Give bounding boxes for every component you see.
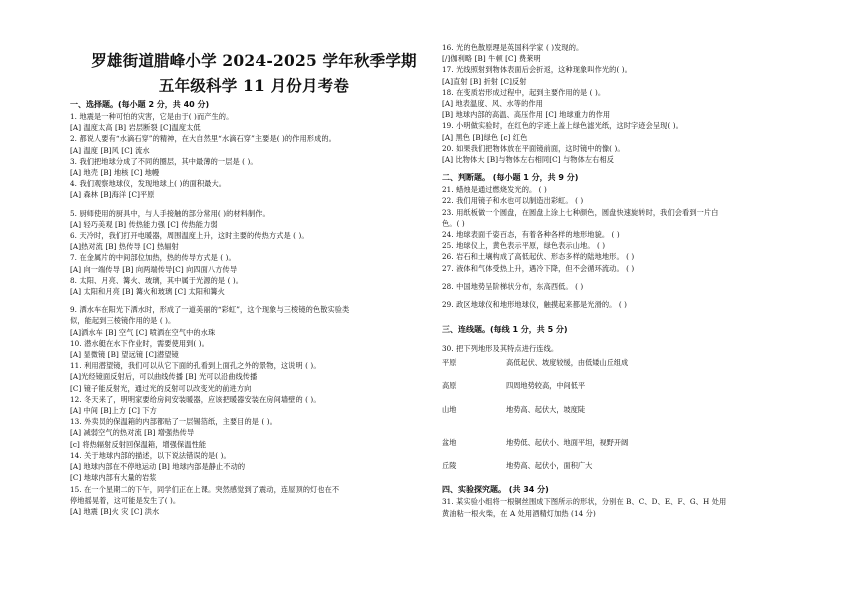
question-line: 23. 用纸板做一个圆盘，在圆盘上涂上七种颜色，圆盘快速旋转时，我们会看到一片白 bbox=[442, 207, 719, 217]
right-column bbox=[442, 42, 832, 519]
question-line: 10. 潜水艇在水下作业时，需要使用到( )。 bbox=[70, 338, 209, 348]
question-line: [A] 地球内部在不停地运动 [B] 地球内部是静止不动的 bbox=[70, 462, 246, 472]
question-line: 似，能起到三棱镜作用的是 ( )。 bbox=[70, 316, 176, 326]
exam-title-line1: 罗雄街道腊峰小学 2024-2025 学年秋季学期 bbox=[91, 51, 417, 70]
question-line: [A] 太阳和月亮 [B] 篝火和玻璃 [C] 太阳和篝火 bbox=[70, 287, 225, 297]
spacer bbox=[442, 317, 832, 324]
question-line: 17. 光线照射到物体表面后会折返，这种现象叫作光的( )。 bbox=[442, 65, 632, 75]
question-line: [A]洒水车 [B] 空气 [C] 喷洒在空气中的水珠 bbox=[70, 327, 216, 337]
question-line: 13. 外卖员的保温箱的内部都贴了一层锡箔纸，主要目的是 ( )。 bbox=[70, 417, 277, 427]
question-line: 18. 在变质岩形成过程中，起到主要作用的是 ( )。 bbox=[442, 87, 606, 97]
spacer bbox=[70, 297, 438, 304]
question-line: [A]热对流 [B] 热传导 [C] 热辐射 bbox=[70, 242, 179, 252]
question-line: [A] 中间 [B]上方 [C] 下方 bbox=[70, 406, 157, 416]
question-line: 28. 中国地势呈阶梯状分布，东高西低。 ( ) bbox=[442, 281, 584, 291]
section-title: 三、连线题。(每线 1 分，共 5 分) bbox=[442, 325, 568, 335]
question-line: [A] 森林 [B]海洋 [C]平原 bbox=[70, 190, 155, 200]
question-line: 8. 太阳、月亮、篝火、玻璃，其中属于光源的是 ( )。 bbox=[70, 275, 244, 285]
landform-feature[interactable]: 地势高、起伏小，面积广大 bbox=[506, 461, 593, 471]
question-line: [A] 减弱空气的热对流 [B] 增强热传导 bbox=[70, 428, 195, 438]
question-line: 21. 蜡烛是通过燃烧发光的。 ( ) bbox=[442, 185, 547, 195]
question-line: [A]光经镜面反射后，可以曲线传播 [B] 光可以沿曲线传播 bbox=[70, 372, 258, 382]
question-line: 14. 关于地球内部的描述，以下说法错误的是( )。 bbox=[70, 450, 231, 460]
question-line: [A] 黑色 [B]绿色 [c] 红色 bbox=[442, 132, 528, 142]
question-line: 27. 液体和气体受热上升，遇冷下降，但不会循环流动。 ( ) bbox=[442, 263, 635, 273]
question-line: [A] 地震 [B]火 灾 [C] 洪水 bbox=[70, 506, 160, 516]
exam-title-line2: 五年级科学 11 月份月考卷 bbox=[158, 76, 350, 95]
spacer bbox=[442, 336, 832, 343]
question-line: 19. 小明做实验时，在红色的字迹上盖上绿色滤光纸，这时字迹会呈现( )。 bbox=[442, 121, 683, 131]
left-column bbox=[70, 0, 438, 517]
question-line: [A] 轻巧美观 [B] 传热能力强 [C] 传热能力弱 bbox=[70, 219, 218, 229]
landform-term[interactable]: 高原 bbox=[442, 381, 457, 391]
question-line: [A]直射 [B] 折射 [C]反射 bbox=[442, 76, 527, 86]
question-line: 26. 岩石和土壤构成了高低起伏、形态多样的陆地地形。 ( ) bbox=[442, 252, 635, 262]
question-line: [A] 温度 [B]风 [C] 流水 bbox=[70, 145, 150, 155]
question-line: 25. 地球仪上，黄色表示平原，绿色表示山地。 ( ) bbox=[442, 241, 606, 251]
question-line: 16. 光的色散原理是英国科学家 ( )发现的。 bbox=[442, 43, 584, 52]
section-title: 一、选择题。(每小题 2 分，共 40 分) bbox=[70, 100, 210, 109]
question-line: 9. 洒水车在阳光下洒水时，形成了一道美丽的“彩虹”，这个现象与三棱镜的色散实验类 bbox=[70, 305, 350, 315]
question-line: 24. 地球表面千姿百态，有着各种各样的地形地貌。 ( ) bbox=[442, 230, 620, 240]
landform-feature[interactable]: 高低起伏、坡度较缓，由低矮山丘组成 bbox=[506, 358, 629, 368]
question-line: [/]伽利略 [B] 牛顿 [C] 费莱明 bbox=[442, 54, 541, 64]
landform-feature[interactable]: 四周地势较高，中间低平 bbox=[506, 381, 586, 391]
landform-term[interactable]: 丘陵 bbox=[442, 461, 457, 471]
question-line: 4. 我们观察地球仪，发现地球上( )的面积最大。 bbox=[70, 179, 227, 189]
question-line: 29. 政区地球仪和地形地球仪，触摸起来都是光滑的。 ( ) bbox=[442, 300, 628, 310]
question-line: 20. 如果我们把物体放在平面镜前面，这时镜中的像( )。 bbox=[442, 143, 625, 153]
question-line: 22. 我们用镜子和水也可以制造出彩虹。 ( ) bbox=[442, 196, 584, 206]
question-line: 3. 我们把地球分成了不同的圈层，其中最薄的一层是 ( )。 bbox=[70, 156, 258, 166]
question-31-line1: 31. 某实验小组将一根铜丝围成下图所示的形状，分别在 B、C、D、E、F、G、H 处用 bbox=[442, 497, 727, 507]
section-title: 二、判断题。 (每小题 1 分，共 9 分) bbox=[442, 173, 579, 183]
question-line: 2. 都说人要有“水滴石穿”的精神，在大自然里“水滴石穿”主要是( )的作用形成的。 bbox=[70, 134, 336, 144]
landform-feature[interactable]: 地势高、起伏大，坡度陡 bbox=[506, 405, 586, 415]
right-question-list bbox=[442, 42, 832, 354]
landform-feature[interactable]: 地势低、起伏小、地面平坦，视野开阔 bbox=[506, 438, 629, 448]
question-line: 7. 在金属片的中间部位加热，热的传导方式是 ( )。 bbox=[70, 253, 236, 263]
question-line: 6. 天冷时，我们打开电暖器，周围温度上升，这时主要的传热方式是 ( )。 bbox=[70, 231, 309, 241]
spacer bbox=[442, 310, 832, 317]
spacer bbox=[442, 292, 832, 299]
question-line: 11. 利用潜望镜，我们可以从它下面的孔看到上面孔之外的景物，这说明 ( )。 bbox=[70, 361, 321, 371]
question-31-line2: 黄油粘一根火柴，在 A 处用酒精灯加热 (14 分) bbox=[442, 508, 596, 518]
left-question-list bbox=[70, 99, 438, 517]
question-line: 30. 把下列地形及其特点进行连线。 bbox=[442, 344, 559, 354]
question-line: 色。( ) bbox=[442, 218, 465, 228]
question-line: [c] 将热辐射反射回保温箱，增强保温性能 bbox=[70, 439, 207, 449]
match-row bbox=[442, 358, 628, 368]
section-title-experiment: 四、实验探究题。 (共 34 分) bbox=[442, 485, 549, 495]
match-row bbox=[442, 461, 592, 471]
landform-term[interactable]: 山地 bbox=[442, 405, 457, 415]
spacer bbox=[442, 165, 832, 172]
question-line: 停地摇晃着，这可能是发生了( )。 bbox=[70, 495, 181, 505]
question-line: 15. 在一个星期二的下午，同学们正在上课。突然感觉到了震动，连屋顶的灯也在不 bbox=[70, 484, 340, 494]
question-line: [A] 比物体大 [B]与物体左右相同[C] 与物体左右相反 bbox=[442, 155, 615, 165]
match-row bbox=[442, 438, 628, 448]
question-line: 5. 厨师使用的厨具中，与人手接触的部分常用( )的材料制作。 bbox=[70, 208, 270, 218]
match-row bbox=[442, 381, 585, 391]
question-line: [A] 向一端传导 [B] 向两端传导[C] 向四面八方传导 bbox=[70, 264, 238, 274]
question-line: 12. 冬天来了，明明家要给房间安装暖器，应该把暖器安装在房间墙壁的 ( )。 bbox=[70, 394, 321, 404]
landform-term[interactable]: 盆地 bbox=[442, 438, 457, 448]
landform-term[interactable]: 平原 bbox=[442, 358, 457, 368]
matching-section bbox=[442, 358, 832, 476]
question-line: [A] 地壳 [B] 地核 [C] 地幔 bbox=[70, 168, 160, 178]
question-line: [A] 显微镜 [B] 望远镜 [C]潜望镜 bbox=[70, 350, 179, 360]
question-line: [C] 地球内部有大量的岩浆 bbox=[70, 473, 157, 483]
question-line: [A] 地表温度、风、水等的作用 bbox=[442, 99, 543, 109]
question-line: [A] 温度太高 [B] 岩层断裂 [C]温度太低 bbox=[70, 123, 201, 133]
spacer bbox=[442, 274, 832, 281]
match-row bbox=[442, 405, 585, 415]
question-line: 1. 地震是一种可怕的灾害，它是由于( )而产生的。 bbox=[70, 112, 234, 121]
question-line: [B] 地球内部的高温、高压作用 [C] 地球重力的作用 bbox=[442, 110, 611, 120]
spacer bbox=[70, 201, 438, 208]
question-line: [C] 镜子能反射光，通过光的反射可以改变光的前进方向 bbox=[70, 383, 252, 393]
